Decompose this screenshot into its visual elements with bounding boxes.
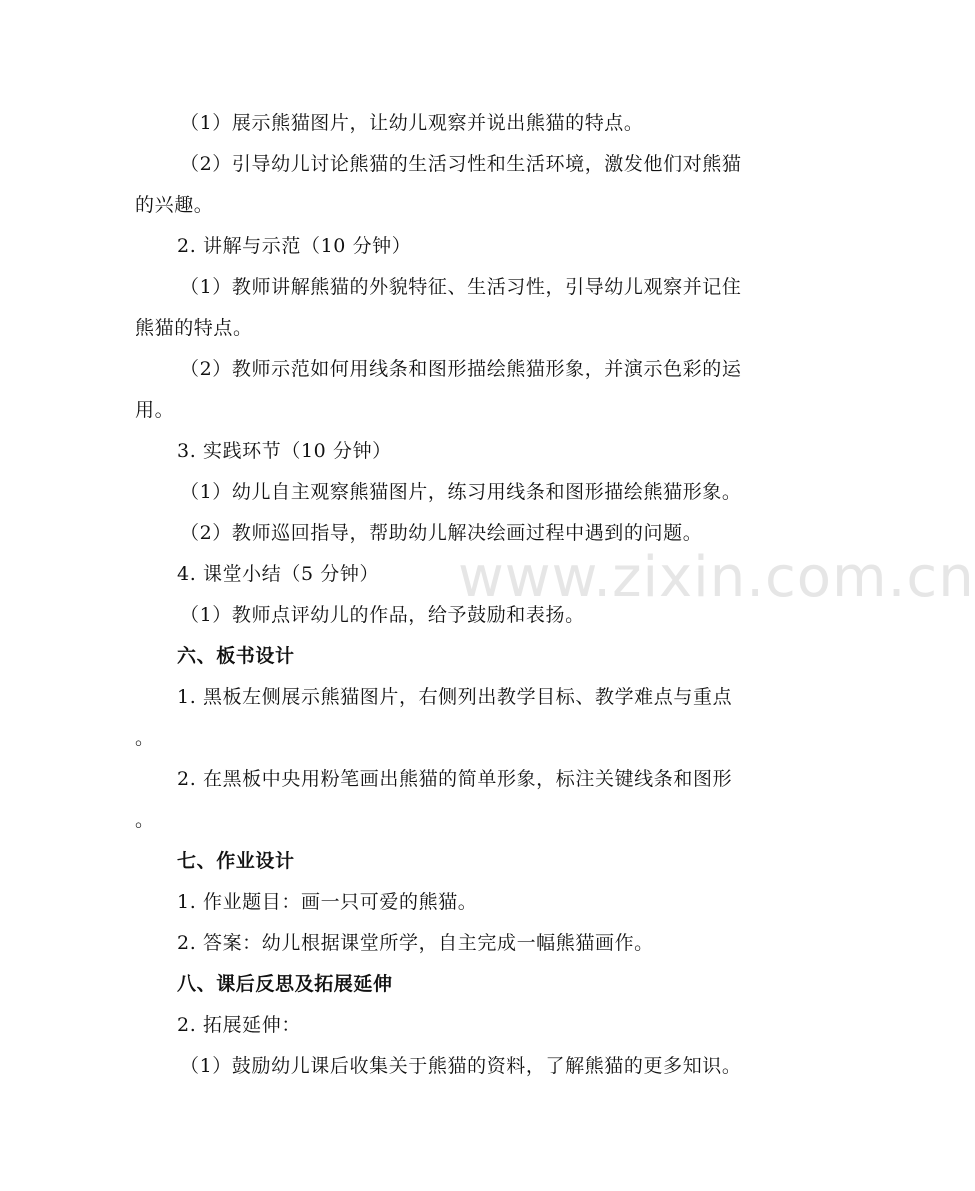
section-heading: 七、作业设计 bbox=[177, 850, 295, 872]
section-item-title: 4. 课堂小结（5 分钟） bbox=[177, 563, 380, 585]
paragraph-line: 熊猫的特点。 bbox=[135, 317, 253, 339]
section-heading: 六、板书设计 bbox=[177, 645, 295, 667]
paragraph-line: 的兴趣。 bbox=[135, 194, 214, 216]
paragraph-line: 2. 拓展延伸： bbox=[177, 1014, 301, 1036]
paragraph-line: （2）教师示范如何用线条和图形描绘熊猫形象，并演示色彩的运 bbox=[180, 358, 742, 380]
paragraph-line: （2）教师巡回指导，帮助幼儿解决绘画过程中遇到的问题。 bbox=[180, 522, 703, 544]
paragraph-line: （1）幼儿自主观察熊猫图片，练习用线条和图形描绘熊猫形象。 bbox=[180, 481, 742, 503]
section-item-title: 2. 讲解与示范（10 分钟） bbox=[177, 235, 412, 257]
paragraph-line: （1）鼓励幼儿课后收集关于熊猫的资料，了解熊猫的更多知识。 bbox=[180, 1055, 742, 1077]
paragraph-line: （2）引导幼儿讨论熊猫的生活习性和生活环境，激发他们对熊猫 bbox=[180, 153, 742, 175]
paragraph-line: 1. 黑板左侧展示熊猫图片，右侧列出教学目标、教学难点与重点 bbox=[177, 686, 733, 708]
paragraph-line: （1）教师讲解熊猫的外貌特征、生活习性，引导幼儿观察并记住 bbox=[180, 276, 742, 298]
paragraph-line: 1. 作业题目：画一只可爱的熊猫。 bbox=[177, 891, 478, 913]
paragraph-line: 。 bbox=[135, 727, 155, 749]
paragraph-line: （1）展示熊猫图片，让幼儿观察并说出熊猫的特点。 bbox=[180, 112, 644, 134]
watermark: www.zixin.com.cn bbox=[458, 545, 975, 610]
section-heading: 八、课后反思及拓展延伸 bbox=[177, 973, 393, 995]
paragraph-line: 。 bbox=[135, 809, 155, 831]
paragraph-line: 2. 在黑板中央用粉笔画出熊猫的简单形象，标注关键线条和图形 bbox=[177, 768, 733, 790]
paragraph-line: 用。 bbox=[135, 399, 175, 421]
section-item-title: 3. 实践环节（10 分钟） bbox=[177, 440, 392, 462]
paragraph-line: （1）教师点评幼儿的作品，给予鼓励和表扬。 bbox=[180, 604, 585, 626]
paragraph-line: 2. 答案：幼儿根据课堂所学，自主完成一幅熊猫画作。 bbox=[177, 932, 654, 954]
